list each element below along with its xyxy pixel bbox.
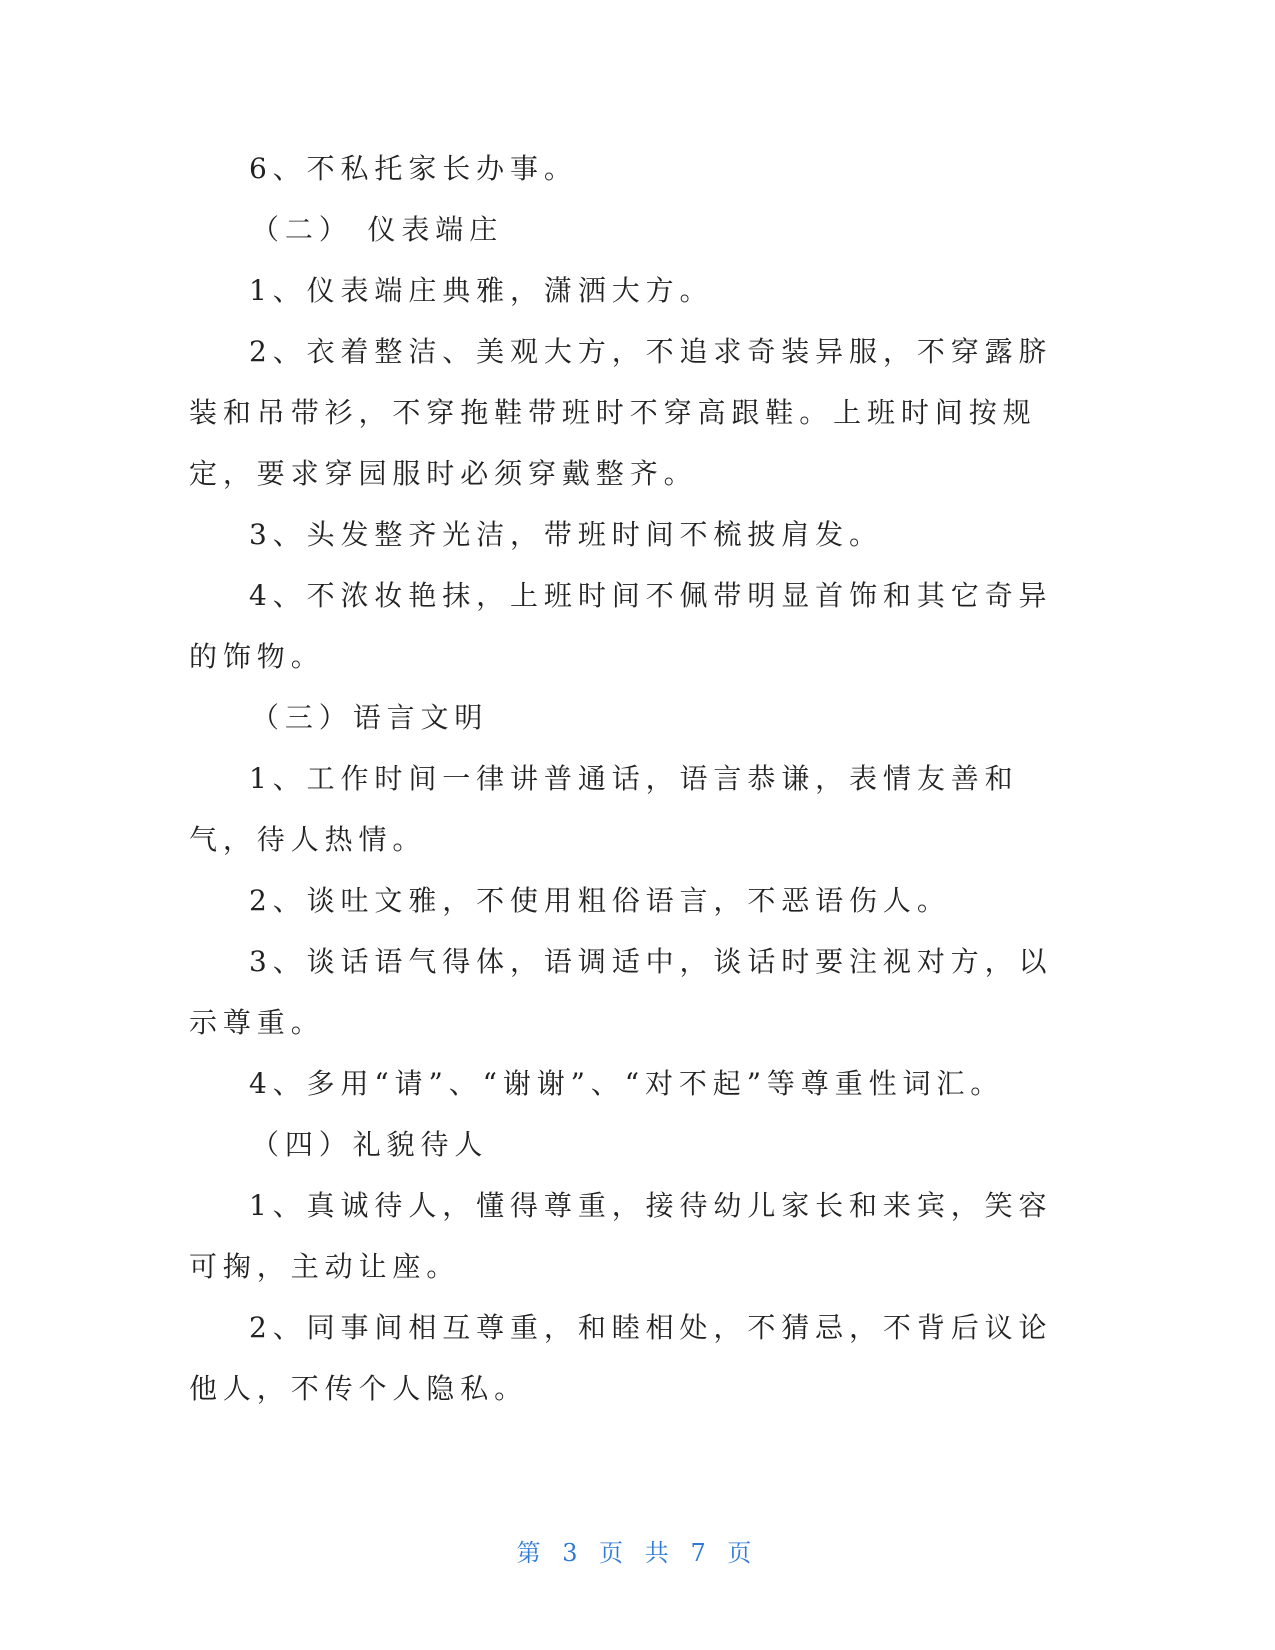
paragraph-language-4: 4、多用“请”、“谢谢”、“对不起”等尊重性词汇。 bbox=[249, 1067, 1005, 1100]
section-heading-courtesy: （四）礼貌待人 bbox=[251, 1128, 489, 1161]
paragraph-courtesy-2: 2、同事间相互尊重，和睦相处，不猜忌，不背后议论他人，不传个人隐私。 bbox=[189, 1311, 1053, 1405]
paragraph-courtesy-1: 1、真诚待人，懂得尊重，接待幼儿家长和来宾，笑容可掬，主动让座。 bbox=[189, 1189, 1053, 1283]
paragraph-appearance-4: 4、不浓妆艳抹，上班时间不佩带明显首饰和其它奇异的饰物。 bbox=[189, 579, 1053, 673]
section-heading-appearance: （二） 仪表端庄 bbox=[251, 213, 504, 246]
section-heading-language: （三）语言文明 bbox=[251, 701, 489, 734]
footer-current-page: 3 bbox=[562, 1539, 585, 1567]
paragraph-appearance-3: 3、头发整齐光洁，带班时间不梳披肩发。 bbox=[249, 518, 883, 551]
page-number-footer bbox=[0, 1533, 1275, 1568]
paragraph-appearance-1: 1、仪表端庄典雅，潇洒大方。 bbox=[249, 274, 714, 307]
document-body bbox=[189, 138, 1079, 1419]
paragraph-language-1: 1、工作时间一律讲普通话，语言恭谦，表情友善和气，待人热情。 bbox=[189, 762, 1019, 856]
paragraph-item-6: 6、不私托家长办事。 bbox=[249, 152, 578, 185]
footer-suffix: 页 bbox=[727, 1539, 759, 1567]
footer-total-pages: 7 bbox=[690, 1539, 713, 1567]
footer-middle: 页 共 bbox=[599, 1539, 676, 1567]
paragraph-language-2: 2、谈吐文雅，不使用粗俗语言，不恶语伤人。 bbox=[249, 884, 951, 917]
paragraph-language-3: 3、谈话语气得体，语调适中，谈话时要注视对方，以示尊重。 bbox=[189, 945, 1053, 1039]
paragraph-appearance-2: 2、衣着整洁、美观大方，不追求奇装异服，不穿露脐装和吊带衫，不穿拖鞋带班时不穿高跟鞋。上班时间按规定，要求穿园服时必须穿戴整齐。 bbox=[189, 335, 1053, 490]
footer-prefix: 第 bbox=[516, 1539, 548, 1567]
